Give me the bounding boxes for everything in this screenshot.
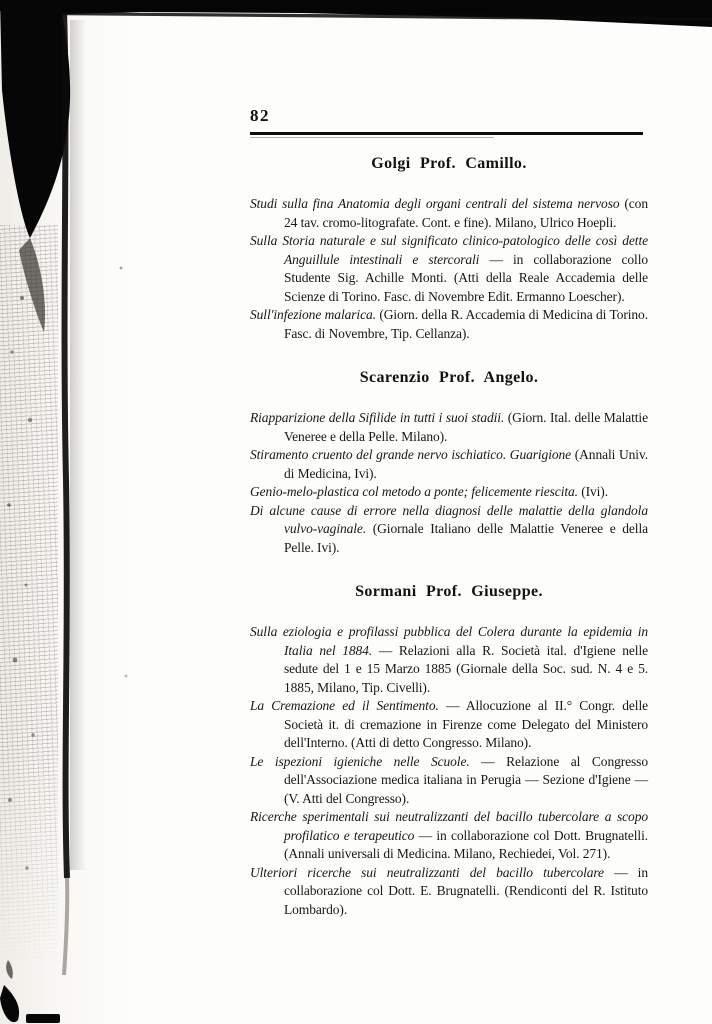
page-number: 82 bbox=[250, 106, 270, 125]
entry-detail: (Giorn. Ital. delle Malattie Veneree e della Pelle. Milano). bbox=[284, 410, 648, 444]
entry-detail: — in collaborazione collo Studente Sig. Achille Monti. (Atti della Reale Accademia delle Scienze di Torino. Fasc. di Novembre Edit. Ermanno Loescher). bbox=[284, 251, 648, 304]
entry-title: Le ispezioni igieniche nelle Scuole. bbox=[250, 753, 470, 769]
scan-binding-blob bbox=[0, 0, 70, 238]
section-heading: Golgi Prof. Camillo. bbox=[371, 155, 527, 172]
entry-detail: (Annali Univ. di Medicina, Ivi). bbox=[284, 447, 648, 481]
scan-noise-texture bbox=[0, 225, 58, 970]
entry-detail: (Giorn. della R. Accademia di Medicina di Torino. Fasc. di Novembre, Tip. Cellanza). bbox=[284, 307, 648, 341]
bibliography-entry bbox=[250, 808, 648, 864]
bibliography-entry bbox=[250, 502, 648, 558]
entry-detail: — in collaborazione col Dott. E. Brugnatelli. (Rendiconti del R. Istituto Lombardo). bbox=[284, 864, 648, 917]
binding-gutter-shadow bbox=[70, 20, 86, 870]
section-golgi bbox=[250, 155, 648, 343]
section-sormani bbox=[250, 583, 648, 919]
entry-title: Sull'infezione malarica. bbox=[250, 307, 376, 322]
entry-detail: — Relazione al Congresso dell'Associazione medica italiana in Perugia — Sezione d'Igiene — (V. Atti del Congresso). bbox=[284, 753, 648, 806]
bibliography-entry bbox=[250, 697, 648, 753]
section-heading: Sormani Prof. Giuseppe. bbox=[355, 583, 543, 600]
scan-gutter-line bbox=[64, 12, 67, 878]
entry-title: Sulla Storia naturale e sul significato clinico-patologico delle così dette Anguillule intestinali e stercorali bbox=[250, 233, 648, 267]
bibliography-entry bbox=[250, 864, 648, 920]
bibliography-entry bbox=[250, 409, 648, 446]
entry-title: Stiramento cruento del grande nervo ischiatico. Guarigione bbox=[250, 447, 572, 462]
bibliography-entry bbox=[250, 232, 648, 306]
entry-title: Di alcune cause di errore nella diagnosi delle malattie della glandola vulvo-vaginale. bbox=[250, 502, 648, 536]
bibliography-entry bbox=[250, 483, 648, 502]
bibliography-entry bbox=[250, 623, 648, 697]
bibliography-entry bbox=[250, 306, 648, 343]
entry-title: Ulteriori ricerche sui neutralizzanti del bacillo tubercolare bbox=[250, 864, 604, 880]
section-heading: Scarenzio Prof. Angelo. bbox=[359, 369, 539, 386]
text-block bbox=[250, 106, 648, 919]
entry-detail: (con 24 tav. cromo-litografate. Cont. e fine). Milano, Ulrico Hoepli. bbox=[284, 196, 648, 230]
entry-detail: — Allocuzione al II.° Congr. delle Società it. di cremazione in Firenze come Delegato del Ministero dell'Interno. (Atti di detto Congresso. Milano). bbox=[284, 698, 648, 750]
entry-title: La Cremazione ed il Sentimento. bbox=[250, 698, 439, 713]
bibliography-entry bbox=[250, 753, 648, 809]
entry-detail: — Relazioni alla R. Società ital. d'Igiene nelle sedute del 1 e 15 Marzo 1885 (Giornale della Soc. sud. N. 4 e 5. 1885, Milano, Tip. Civelli). bbox=[284, 642, 649, 695]
scan-top-band bbox=[0, 0, 712, 27]
entry-detail: — in collaborazione col Dott. Brugnatelli. (Annali universali di Medicina. Milano, Rechiedei, Vol. 271). bbox=[284, 827, 648, 861]
entry-detail: (Ivi). bbox=[577, 484, 608, 499]
entry-detail: (Giornale Italiano delle Malattie Veneree e della Pelle. Ivi). bbox=[284, 521, 648, 555]
section-scarenzio bbox=[250, 369, 648, 557]
entry-title: Sulla eziologia e profilassi pubblica del Colera durante la epidemia in Italia nel 1884. bbox=[250, 624, 648, 658]
bibliography-entry bbox=[250, 195, 648, 232]
header-rule bbox=[250, 132, 643, 135]
entry-title: Ricerche sperimentali sui neutralizzanti del bacillo tubercolare a scopo profilatico e terapeutico bbox=[250, 809, 648, 843]
entry-title: Riapparizione della Sifilide in tutti i suoi stadii. bbox=[250, 410, 505, 425]
scan-bottom-ink-mark bbox=[0, 985, 19, 1022]
bibliography-entry bbox=[250, 446, 648, 483]
entry-title: Studi sulla fina Anatomia degli organi centrali del sistema nervoso bbox=[250, 196, 620, 211]
scan-bottom-bar-mark bbox=[26, 1014, 60, 1023]
entry-title: Genio-melo-plastica col metodo a ponte; felicemente riescita. bbox=[250, 484, 578, 499]
